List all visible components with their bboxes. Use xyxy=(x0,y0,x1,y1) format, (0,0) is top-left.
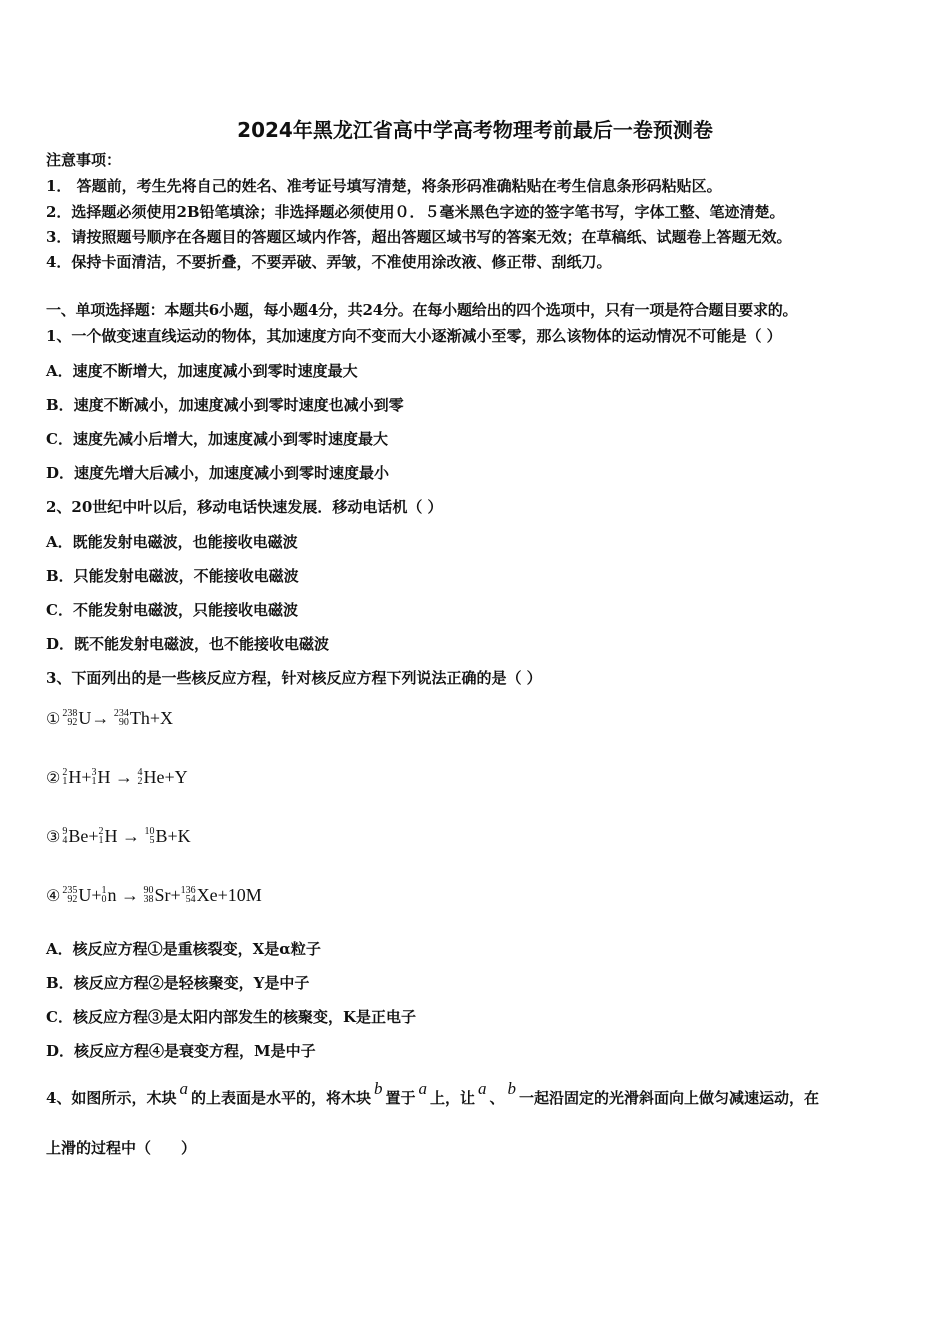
section-heading: 一、单项选择题：本题共6小题，每小题4分，共24分。在每小题给出的四个选项中，只有一项是符合题目要求的。 xyxy=(46,301,798,319)
notice-item: 1． 答题前，考生先将自己的姓名、准考证号填写清楚，将条形码准确粘贴在考生信息条形码粘贴区。 xyxy=(46,177,722,195)
question-2-stem: 2、20世纪中叶以后，移动电话快速发展．移动电话机（ ） xyxy=(46,498,443,516)
notice-item: 4．保持卡面清洁，不要折叠，不要弄破、弄皱，不准使用涂改液、修正带、刮纸刀。 xyxy=(46,253,612,271)
notice-item: 3．请按照题号顺序在各题目的答题区域内作答，超出答题区域书写的答案无效；在草稿纸、试题卷上答题无效。 xyxy=(46,228,792,246)
question-2-option-b: B．只能发射电磁波，不能接收电磁波 xyxy=(46,567,299,585)
question-3-option-d: D．核反应方程④是衰变方程，M是中子 xyxy=(46,1042,316,1060)
nuclear-equation-2: ② 2 1 H+ 3 1 H → 4 2 He+Y xyxy=(46,766,188,787)
notice-heading: 注意事项： xyxy=(46,151,122,169)
question-2-option-a: A．既能发射电磁波，也能接收电磁波 xyxy=(46,533,298,551)
nuclear-equation-4: ④ 235 92 U+ 1 0 n → 90 38 Sr+ 136 54 Xe+10M xyxy=(46,884,262,905)
question-2-option-c: C．不能发射电磁波，只能接收电磁波 xyxy=(46,601,298,619)
question-4-stem: 4、如图所示，木块 a 的上表面是水平的，将木块 b 置于 a 上，让 a 、 b 一起沿固定的光滑斜面向上做匀减速运动，在 xyxy=(46,1079,820,1107)
question-2-option-d: D．既不能发射电磁波，也不能接收电磁波 xyxy=(46,635,330,653)
question-3-option-a: A．核反应方程①是重核裂变，X是α粒子 xyxy=(46,940,321,958)
question-3-option-b: B．核反应方程②是轻核聚变，Y是中子 xyxy=(46,974,310,992)
question-3-stem: 3、下面列出的是一些核反应方程，针对核反应方程下列说法正确的是（ ） xyxy=(46,669,542,687)
nuclear-equation-1: ① 238 92 U→ 234 90 Th+X xyxy=(46,707,173,728)
question-1-option-d: D．速度先增大后减小，加速度减小到零时速度最小 xyxy=(46,464,390,482)
question-1-option-b: B．速度不断减小，加速度减小到零时速度也减小到零 xyxy=(46,396,404,414)
page-title: 2024年黑龙江省高中学高考物理考前最后一卷预测卷 xyxy=(237,118,713,142)
nuclear-equation-3: ③ 9 4 Be+ 2 1 H → 10 5 B+K xyxy=(46,825,191,846)
question-1-option-a: A．速度不断增大，加速度减小到零时速度最大 xyxy=(46,362,358,380)
notice-item: 2．选择题必须使用2B铅笔填涂；非选择题必须使用０．５毫米黑色字迹的签字笔书写，字体工整、笔迹清楚。 xyxy=(46,203,785,221)
question-1-option-c: C．速度先减小后增大，加速度减小到零时速度最大 xyxy=(46,430,388,448)
question-3-option-c: C．核反应方程③是太阳内部发生的核聚变，K是正电子 xyxy=(46,1008,416,1026)
question-4-stem-continued: 上滑的过程中（ ） xyxy=(46,1139,197,1157)
question-1-stem: 1、一个做变速直线运动的物体，其加速度方向不变而大小逐渐减小至零，那么该物体的运动情况不可能是（ ） xyxy=(46,327,782,345)
